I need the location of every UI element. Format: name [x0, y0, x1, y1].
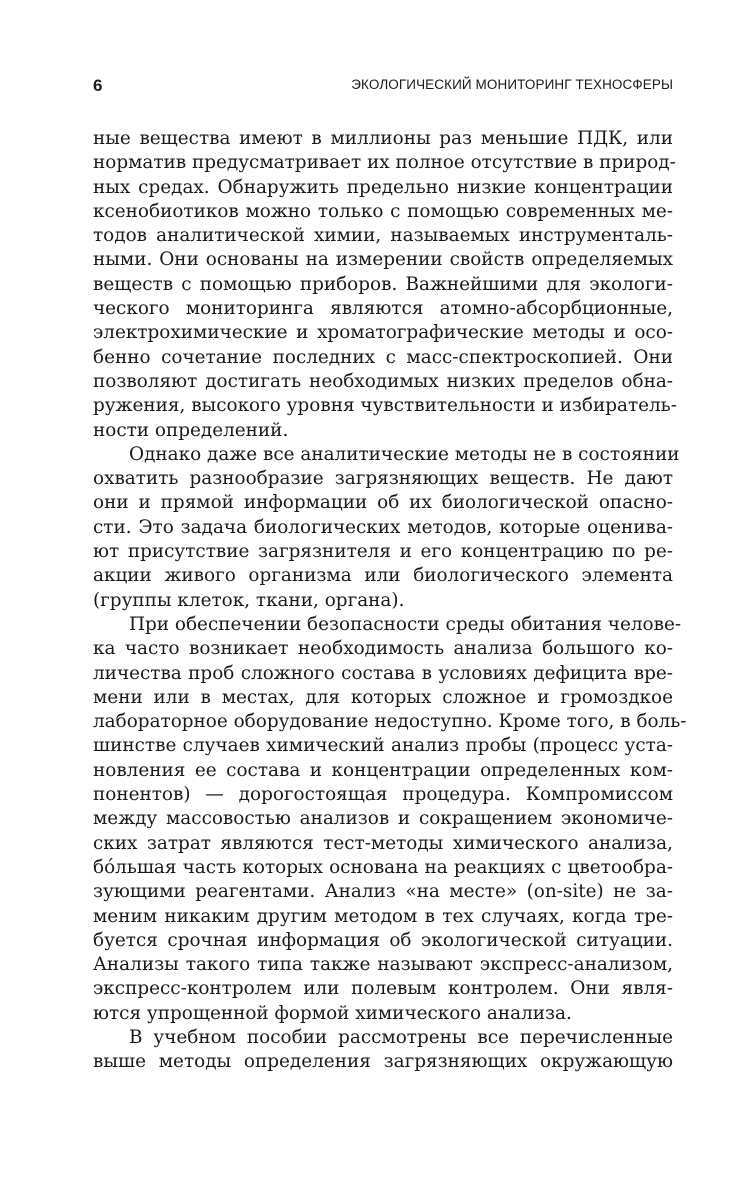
text-line: В учебном пособии рассмотрены все перечисленные	[129, 1026, 673, 1048]
text-line: выше методы определения загрязняющих окружающую	[93, 1051, 673, 1073]
text-line: При обеспечении безопасности среды обитания челове-	[129, 613, 682, 635]
text-line: сти. Это задача биологических методов, которые оценива-	[93, 516, 673, 538]
paragraph-1	[93, 127, 677, 443]
text-line: ными. Они основаны на измерении свойств определяемых	[93, 249, 673, 271]
text-line: меним никаким другим методом в тех случаях, когда тре-	[93, 905, 673, 927]
text-line: лабораторное оборудование недоступно. Кроме того, в боль-	[93, 711, 687, 733]
text-line: тодов аналитической химии, называемых инструменталь-	[93, 225, 673, 247]
text-line: ксенобиотиков можно только с помощью современных ме-	[93, 200, 673, 222]
text-line: между массовостью анализов и сокращением экономиче-	[93, 808, 673, 830]
text-line: личества проб сложного состава в условиях дефицита вре-	[93, 662, 673, 684]
text-line: Анализы такого типа также называют экспресс-анализом,	[93, 954, 673, 976]
text-line: (группы клеток, ткани, органа).	[93, 589, 405, 611]
text-line: понентов) — дорогостоящая процедура. Компромиссом	[93, 784, 673, 806]
text-line: позволяют достигать необходимых низких пределов обна-	[93, 370, 673, 392]
text-line: ных средах. Обнаружить предельно низкие концентрации	[93, 176, 673, 198]
text-line: ческого мониторинга являются атомно-абсорбционные,	[93, 298, 673, 320]
text-line: охватить разнообразие загрязняющих веществ. Не дают	[93, 468, 673, 490]
text-line: мени или в местах, для которых сложное и громоздкое	[93, 686, 673, 708]
text-line: ности определений.	[93, 419, 289, 441]
body-text	[93, 127, 687, 1075]
text-line: бóльшая часть которых основана на реакциях с цветообра-	[93, 856, 673, 878]
text-line: норматив предусматривает их полное отсутствие в природ-	[93, 152, 676, 174]
text-line: акции живого организма или биологического элемента	[93, 565, 673, 587]
paragraph-3	[93, 613, 687, 1026]
text-line: бенно сочетание последних с масс-спектроскопией. Они	[93, 346, 673, 368]
text-line: шинстве случаев химический анализ пробы (процесс уста-	[93, 735, 673, 757]
text-line: буется срочная информация об экологической ситуации.	[93, 929, 673, 951]
text-line: экспресс-контролем или полевым контролем. Они явля-	[93, 978, 673, 1000]
book-title: ЭКОЛОГИЧЕСКИЙ МОНИТОРИНГ ТЕХНОСФЕРЫ	[351, 77, 673, 92]
text-line: ются упрощенной формой химического анализа.	[93, 1002, 572, 1024]
paragraph-2	[93, 443, 680, 613]
text-line: ют присутствие загрязнителя и его концентрацию по ре-	[93, 541, 673, 563]
text-line: электрохимические и хроматографические методы и осо-	[93, 322, 673, 344]
text-line: ные вещества имеют в миллионы раз меньшие ПДК, или	[93, 128, 673, 149]
running-head	[93, 76, 673, 98]
text-line: Однако даже все аналитические методы не в состоянии	[129, 443, 680, 465]
text-line: ка часто возникает необходимость анализа большого ко-	[93, 638, 673, 660]
text-line: зующими реагентами. Анализ «на месте» (on-site) не за-	[93, 881, 673, 903]
text-line: они и прямой информации об их биологической опасно-	[93, 492, 673, 514]
paragraph-4	[93, 1026, 673, 1075]
text-line: веществ с помощью приборов. Важнейшими для экологи-	[93, 273, 673, 295]
text-line: новления ее состава и концентрации определенных ком-	[93, 759, 673, 781]
text-line: ских затрат являются тест-методы химического анализа,	[93, 832, 673, 854]
text-line: ружения, высокого уровня чувствительности и избиратель-	[93, 395, 677, 417]
page-number: 6	[93, 76, 103, 95]
